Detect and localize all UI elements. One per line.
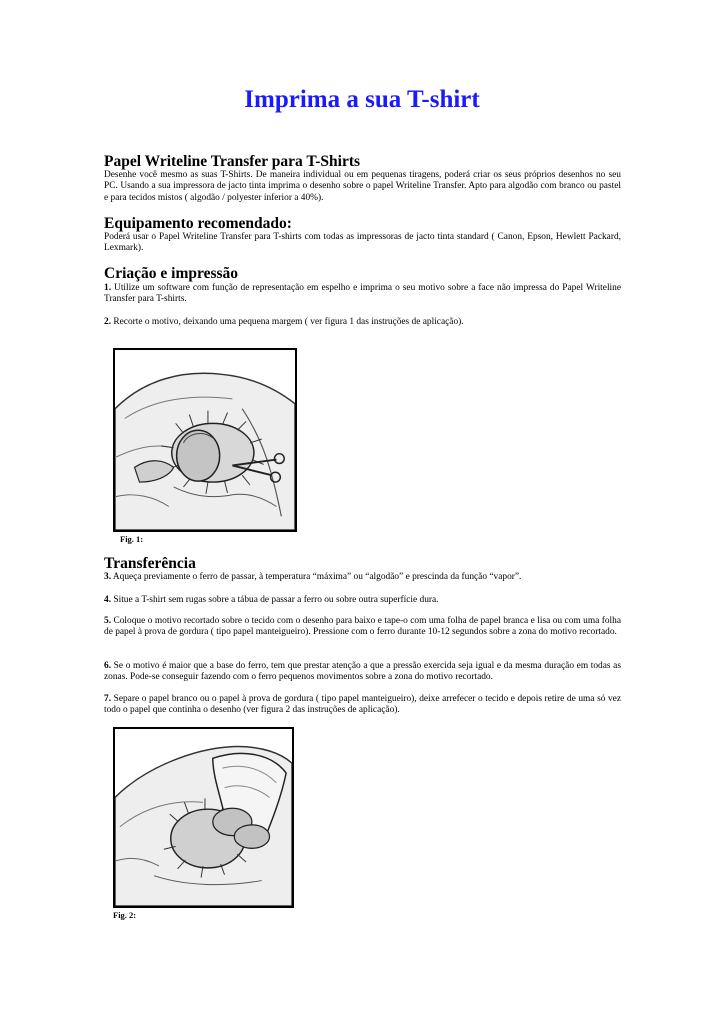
- section-heading-papel: Papel Writeline Transfer para T-Shirts: [104, 153, 361, 170]
- step-1-text: Utilize um software com função de representação em espelho e imprima o seu motivo sobre a face não impressa do Papel Writeline Transfer para T-shirts.: [104, 283, 621, 305]
- step-5: [104, 616, 621, 639]
- figure-2-illustration: [113, 727, 294, 908]
- step-5-text: Coloque o motivo recortado sobre o tecido com o desenho para baixo e tape-o com uma folha de papel branca e lisa ou com uma folha de papel à prova de gordura ( tipo papel manteigueiro). Pressione com o ferro durante 10-12 segundos sobre a zona do motivo recortado.: [104, 616, 621, 638]
- page-title: Imprima a sua T-shirt: [244, 86, 480, 113]
- step-1-number: 1.: [104, 283, 112, 293]
- step-2-number: 2.: [104, 317, 112, 327]
- step-7-text: Separe o papel branco ou o papel à prova de gordura ( tipo papel manteigueiro), deixe arrefecer o tecido e depois retire de uma só vez todo o papel que continha o desenho (ver figura 2 das instruções de aplicação).: [104, 694, 621, 716]
- step-3-number: 3.: [104, 572, 112, 582]
- section-text-equipamento: Poderá usar o Papel Writeline Transfer para T-shirts com todas as impressoras de jacto tinta standard ( Canon, Epson, Hewlett Packard, Lexmark).: [104, 232, 621, 254]
- step-2: [104, 317, 621, 328]
- step-1: [104, 283, 621, 306]
- figure-1-drawing: [115, 350, 295, 530]
- step-2-text: Recorte o motivo, deixando uma pequena margem ( ver figura 1 das instruções de aplicação).: [111, 317, 464, 327]
- step-4-number: 4.: [104, 595, 112, 605]
- step-3-text: Aqueça previamente o ferro de passar, à temperatura “máxima” ou “algodão” e prescinda da função “vapor”.: [111, 572, 522, 582]
- section-heading-transferencia: Transferência: [104, 555, 196, 572]
- step-6: [104, 661, 621, 684]
- step-6-number: 6.: [104, 661, 112, 671]
- step-5-number: 5.: [104, 616, 112, 626]
- step-7-number: 7.: [104, 694, 112, 704]
- section-text-papel: Desenhe você mesmo as suas T-Shirts. De maneira individual ou em pequenas tiragens, poderá criar os seus próprios desenhos no seu PC. Usando a sua impressora de jacto tinta imprima o desenho sobre o papel Writeline Transfer. Apto para algodão com branco ou pastel e para tecidos mistos ( algodão / polyester inferior a 40%).: [104, 170, 621, 203]
- figure-1-caption: Fig. 1:: [120, 534, 144, 544]
- figure-1-illustration: [113, 348, 297, 532]
- figure-2-caption: Fig. 2:: [113, 910, 137, 920]
- section-heading-criacao: Criação e impressão: [104, 265, 239, 282]
- step-4-text: Situe a T-shirt sem rugas sobre a tábua de passar a ferro ou sobre outra superfície dura.: [111, 595, 439, 605]
- section-heading-equipamento: Equipamento recomendado:: [104, 215, 292, 232]
- step-6-text: Se o motivo é maior que a base do ferro, tem que prestar atenção a que a pressão exercida seja igual e da mesma duração em todas as zonas. Pode-se conseguir fazendo com o ferro pequenos movimentos sobre a zona do motivo recortado.: [104, 661, 621, 683]
- figure-2-drawing: [115, 729, 292, 906]
- step-3: [104, 572, 621, 583]
- step-7: [104, 694, 621, 717]
- step-4: [104, 595, 621, 606]
